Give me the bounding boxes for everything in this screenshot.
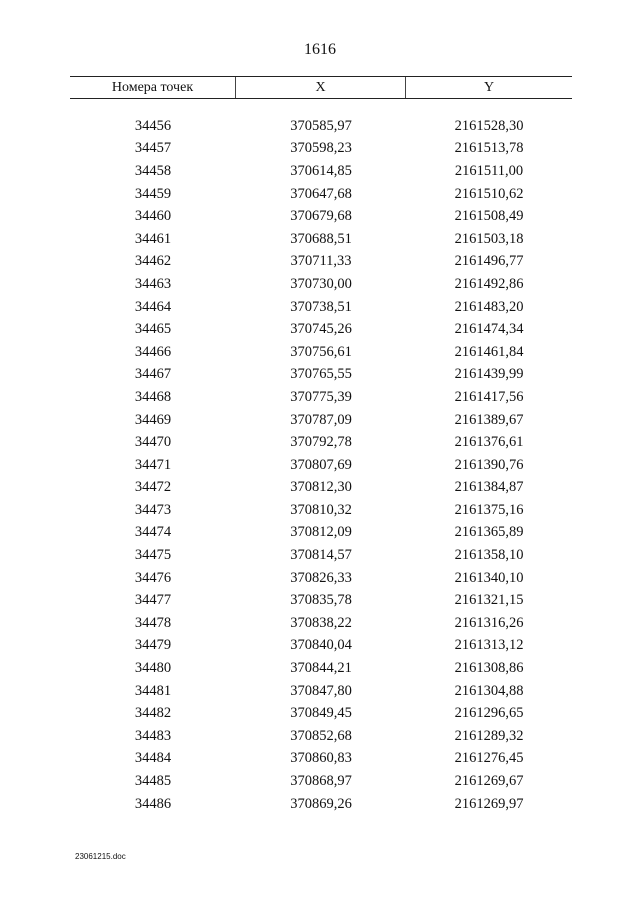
point-number-cell: 34480 (134, 660, 172, 677)
file-name-footer: 23061215.doc (75, 852, 126, 861)
y-cell: 2161375,16 (454, 501, 524, 518)
x-cell: 370756,61 (290, 343, 352, 360)
y-cell: 2161474,34 (454, 321, 524, 338)
point-number-cell: 34458 (134, 162, 172, 179)
point-number-cell: 34461 (134, 230, 172, 247)
y-cell: 2161313,12 (454, 637, 524, 654)
x-cell: 370849,45 (290, 705, 352, 722)
table-body (70, 115, 572, 815)
y-cell: 2161528,30 (454, 117, 524, 134)
x-cell: 370835,78 (290, 592, 352, 609)
x-cell: 370810,32 (290, 501, 352, 518)
point-number-cell: 34482 (134, 705, 172, 722)
x-cell: 370679,68 (290, 208, 352, 225)
point-number-cell: 34465 (134, 321, 172, 338)
y-cell: 2161390,76 (454, 456, 524, 473)
x-cell: 370852,68 (290, 727, 352, 744)
point-number-cell: 34470 (134, 434, 172, 451)
x-cell: 370688,51 (290, 230, 352, 247)
table-row (70, 160, 572, 183)
x-cell: 370792,78 (290, 434, 352, 451)
point-number-cell: 34476 (134, 569, 172, 586)
x-cell: 370745,26 (290, 321, 352, 338)
table-row (70, 273, 572, 296)
table-row (70, 635, 572, 658)
point-number-cell: 34460 (134, 208, 172, 225)
point-number-cell: 34456 (134, 117, 172, 134)
y-cell: 2161304,88 (454, 682, 524, 699)
y-cell: 2161296,65 (454, 705, 524, 722)
table-row (70, 115, 572, 138)
y-cell: 2161389,67 (454, 411, 524, 428)
x-cell: 370860,83 (290, 750, 352, 767)
x-cell: 370869,26 (290, 795, 352, 812)
x-cell: 370598,23 (290, 140, 352, 157)
x-cell: 370812,30 (290, 479, 352, 496)
y-cell: 2161316,26 (454, 614, 524, 631)
table-row (70, 138, 572, 161)
point-number-cell: 34479 (134, 637, 172, 654)
table-row (70, 341, 572, 364)
point-number-cell: 34457 (134, 140, 172, 157)
y-cell: 2161417,56 (454, 388, 524, 405)
y-cell: 2161376,61 (454, 434, 524, 451)
table-row (70, 318, 572, 341)
table-row (70, 589, 572, 612)
y-cell: 2161308,86 (454, 660, 524, 677)
point-number-cell: 34471 (134, 456, 172, 473)
x-cell: 370847,80 (290, 682, 352, 699)
table-row (70, 793, 572, 816)
y-cell: 2161503,18 (454, 230, 524, 247)
point-number-cell: 34467 (134, 366, 172, 383)
x-cell: 370775,39 (290, 388, 352, 405)
table-row (70, 522, 572, 545)
y-cell: 2161439,99 (454, 366, 524, 383)
x-cell: 370844,21 (290, 660, 352, 677)
table-row (70, 183, 572, 206)
point-number-cell: 34486 (134, 795, 172, 812)
x-cell: 370738,51 (290, 298, 352, 315)
table-row (70, 228, 572, 251)
y-cell: 2161492,86 (454, 275, 524, 292)
x-cell: 370807,69 (290, 456, 352, 473)
point-number-cell: 34466 (134, 343, 172, 360)
table-row (70, 657, 572, 680)
table-row (70, 431, 572, 454)
point-number-cell: 34472 (134, 479, 172, 496)
x-cell: 370812,09 (290, 524, 352, 541)
x-cell: 370840,04 (290, 637, 352, 654)
table-row (70, 454, 572, 477)
table-row (70, 364, 572, 387)
table-row (70, 567, 572, 590)
y-cell: 2161289,32 (454, 727, 524, 744)
x-cell: 370787,09 (290, 411, 352, 428)
table-row (70, 725, 572, 748)
header-y: Y (483, 79, 495, 95)
table-row (70, 205, 572, 228)
point-number-cell: 34484 (134, 750, 172, 767)
x-cell: 370838,22 (290, 614, 352, 631)
table-row (70, 296, 572, 319)
table-row (70, 477, 572, 500)
x-cell: 370814,57 (290, 547, 352, 564)
y-cell: 2161365,89 (454, 524, 524, 541)
point-number-cell: 34475 (134, 547, 172, 564)
y-cell: 2161276,45 (454, 750, 524, 767)
y-cell: 2161496,77 (454, 253, 524, 270)
x-cell: 370711,33 (290, 253, 352, 270)
y-cell: 2161321,15 (454, 592, 524, 609)
table-row (70, 251, 572, 274)
y-cell: 2161483,20 (454, 298, 524, 315)
y-cell: 2161384,87 (454, 479, 524, 496)
table-row (70, 748, 572, 771)
page-number: 1616 (304, 41, 336, 58)
y-cell: 2161358,10 (454, 547, 524, 564)
point-number-cell: 34463 (134, 275, 172, 292)
point-number-cell: 34474 (134, 524, 172, 541)
point-number-cell: 34481 (134, 682, 172, 699)
header-x: X (236, 77, 406, 98)
y-cell: 2161510,62 (454, 185, 524, 202)
point-number-cell: 34483 (134, 727, 172, 744)
x-cell: 370585,97 (290, 117, 352, 134)
x-cell: 370765,55 (290, 366, 352, 383)
y-cell: 2161461,84 (454, 343, 524, 360)
x-cell: 370730,00 (290, 275, 352, 292)
point-number-cell: 34468 (134, 388, 172, 405)
table-row (70, 409, 572, 432)
point-number-cell: 34462 (134, 253, 172, 270)
table-row (70, 770, 572, 793)
x-cell: 370868,97 (290, 773, 352, 790)
x-cell: 370614,85 (290, 162, 352, 179)
header-point-numbers: Номера точек (70, 77, 236, 98)
point-number-cell: 34477 (134, 592, 172, 609)
point-number-cell: 34478 (134, 614, 172, 631)
y-cell: 2161508,49 (454, 208, 524, 225)
table-row (70, 544, 572, 567)
point-number-cell: 34473 (134, 501, 172, 518)
table-row (70, 386, 572, 409)
y-cell: 2161513,78 (454, 140, 524, 157)
table-row (70, 612, 572, 635)
y-cell: 2161269,67 (454, 773, 524, 790)
y-cell: 2161511,00 (454, 162, 524, 179)
y-cell: 2161269,97 (454, 795, 524, 812)
x-cell: 370826,33 (290, 569, 352, 586)
x-cell: 370647,68 (290, 185, 352, 202)
point-number-cell: 34464 (134, 298, 172, 315)
table-row (70, 499, 572, 522)
table-header (70, 76, 572, 99)
table-row (70, 702, 572, 725)
point-number-cell: 34485 (134, 773, 172, 790)
y-cell: 2161340,10 (454, 569, 524, 586)
point-number-cell: 34469 (134, 411, 172, 428)
point-number-cell: 34459 (134, 185, 172, 202)
table-row (70, 680, 572, 703)
